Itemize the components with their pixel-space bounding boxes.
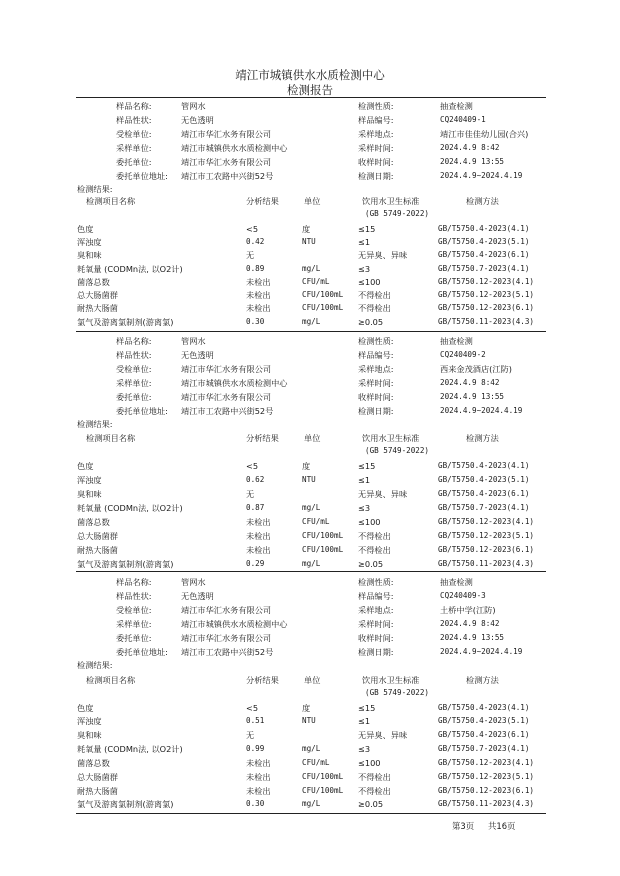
row-unit: mg/L: [302, 503, 321, 512]
row-method: GB/T5750.11-2023(4.3): [438, 559, 535, 568]
row-unit: CFU/100mL: [302, 303, 344, 312]
entrust-unit-label: 委托单位:: [116, 157, 152, 167]
sample-char-value: 无色透明: [181, 115, 214, 125]
row-unit: mg/L: [302, 264, 321, 273]
report-title: 检测报告: [287, 83, 333, 97]
row-result: 未检出: [246, 277, 271, 287]
row-result: 0.42: [246, 237, 265, 246]
test-date-value: 2024.4.9~2024.4.19: [440, 647, 523, 656]
sampling-time-label: 采样时间:: [358, 619, 394, 629]
row-unit: 度: [302, 461, 311, 471]
sample-name-label: 样品名称:: [116, 336, 152, 346]
entrust-unit-label: 委托单位:: [116, 633, 152, 643]
row-std: 无异臭、异味: [358, 730, 408, 740]
receive-time-label: 收样时间:: [358, 633, 394, 643]
row-result: 0.29: [246, 559, 265, 568]
row-std: ≤15: [358, 703, 376, 713]
row-result: 未检出: [246, 545, 271, 555]
row-item: 总大肠菌群: [77, 772, 118, 782]
test-date-value: 2024.4.9~2024.4.19: [440, 406, 523, 415]
row-unit: NTU: [302, 716, 316, 725]
results-label: 检测结果:: [77, 184, 113, 194]
bottom-rule: [76, 813, 546, 814]
entrust-unit-value: 靖江市华汇水务有限公司: [181, 633, 272, 643]
row-unit: mg/L: [302, 559, 321, 568]
client-unit-value: 靖江市华汇水务有限公司: [181, 129, 272, 139]
sample-name-value: 管网水: [181, 101, 206, 111]
row-method: GB/T5750.12-2023(6.1): [438, 303, 535, 312]
row-result: <5: [246, 461, 259, 471]
test-date-label: 检测日期:: [358, 647, 394, 657]
row-result: <5: [246, 224, 259, 234]
row-unit: mg/L: [302, 799, 321, 808]
row-result: 0.87: [246, 503, 265, 512]
test-date-value: 2024.4.9~2024.4.19: [440, 171, 523, 180]
results-label: 检测结果:: [77, 419, 113, 429]
row-item: 菌落总数: [77, 277, 110, 287]
row-result: 0.30: [246, 799, 265, 808]
row-result: 未检出: [246, 303, 271, 313]
col-result-header: 分析结果: [246, 433, 279, 443]
page-number: 第3页: [452, 821, 475, 831]
row-unit: CFU/100mL: [302, 772, 344, 781]
sampling-unit-value: 靖江市城镇供水水质检测中心: [181, 143, 288, 153]
row-method: GB/T5750.7-2023(4.1): [438, 744, 530, 753]
row-std: ≤100: [358, 277, 381, 287]
col-std-code: (GB 5749-2022): [365, 446, 430, 455]
col-result-header: 分析结果: [246, 196, 279, 206]
sampling-site-value: 土桥中学(江防): [440, 605, 496, 615]
row-std: ≤15: [358, 224, 376, 234]
row-std: ≤15: [358, 461, 376, 471]
sampling-time-value: 2024.4.9 8:42: [440, 619, 500, 628]
sampling-site-value: 靖江市佳佳幼儿园(合兴): [440, 129, 529, 139]
row-method: GB/T5750.12-2023(5.1): [438, 531, 535, 540]
row-method: GB/T5750.4-2023(4.1): [438, 703, 530, 712]
row-unit: CFU/100mL: [302, 786, 344, 795]
row-item: 臭和味: [77, 250, 102, 260]
row-item: 耗氧量 (CODMn法, 以O2计): [77, 264, 183, 274]
test-date-label: 检测日期:: [358, 171, 394, 181]
sampling-time-label: 采样时间:: [358, 378, 394, 388]
row-result: 0.89: [246, 264, 265, 273]
col-method-header: 检测方法: [466, 433, 499, 443]
row-item: 耐热大肠菌: [77, 303, 118, 313]
sampling-site-value: 西来金茂酒店(江防): [440, 364, 512, 374]
test-nature-value: 抽查检测: [440, 336, 473, 346]
client-unit-value: 靖江市华汇水务有限公司: [181, 605, 272, 615]
sample-char-value: 无色透明: [181, 350, 214, 360]
entrust-addr-label: 委托单位地址:: [116, 406, 168, 416]
row-item: 耗氧量 (CODMn法, 以O2计): [77, 744, 183, 754]
sampling-unit-label: 采样单位:: [116, 378, 152, 388]
col-unit-header: 单位: [304, 196, 321, 206]
row-std: ≥0.05: [358, 799, 384, 809]
entrust-unit-value: 靖江市华汇水务有限公司: [181, 392, 272, 402]
row-std: 不得检出: [358, 786, 391, 796]
row-result: 无: [246, 250, 255, 260]
col-std-code: (GB 5749-2022): [365, 209, 430, 218]
sample-no-label: 样品编号:: [358, 115, 394, 125]
row-result: 未检出: [246, 786, 271, 796]
row-method: GB/T5750.11-2023(4.3): [438, 799, 535, 808]
col-result-header: 分析结果: [246, 675, 279, 685]
row-result: 无: [246, 489, 255, 499]
row-item: 耐热大肠菌: [77, 545, 118, 555]
row-unit: CFU/100mL: [302, 531, 344, 540]
sampling-unit-label: 采样单位:: [116, 143, 152, 153]
row-item: 菌落总数: [77, 517, 110, 527]
row-method: GB/T5750.4-2023(5.1): [438, 716, 530, 725]
row-method: GB/T5750.4-2023(4.1): [438, 224, 530, 233]
sampling-unit-value: 靖江市城镇供水水质检测中心: [181, 378, 288, 388]
row-item: 色度: [77, 703, 94, 713]
receive-time-label: 收样时间:: [358, 392, 394, 402]
row-method: GB/T5750.11-2023(4.3): [438, 317, 535, 326]
test-nature-label: 检测性质:: [358, 336, 394, 346]
row-unit: CFU/100mL: [302, 290, 344, 299]
client-unit-label: 受检单位:: [116, 129, 152, 139]
row-std: ≥0.05: [358, 317, 384, 327]
row-item: 耐热大肠菌: [77, 786, 118, 796]
row-unit: CFU/mL: [302, 277, 330, 286]
row-result: 未检出: [246, 290, 271, 300]
row-unit: CFU/100mL: [302, 545, 344, 554]
entrust-unit-value: 靖江市华汇水务有限公司: [181, 157, 272, 167]
sampling-site-label: 采样地点:: [358, 605, 394, 615]
col-std-header: 饮用水卫生标准: [362, 196, 420, 206]
test-nature-value: 抽查检测: [440, 101, 473, 111]
client-unit-label: 受检单位:: [116, 364, 152, 374]
row-std: ≥0.05: [358, 559, 384, 569]
col-item-header: 检测项目名称: [86, 675, 136, 685]
row-method: GB/T5750.12-2023(6.1): [438, 786, 535, 795]
row-std: ≤1: [358, 237, 371, 247]
row-unit: mg/L: [302, 317, 321, 326]
row-item: 总大肠菌群: [77, 531, 118, 541]
sample-char-label: 样品性状:: [116, 591, 152, 601]
sampling-unit-value: 靖江市城镇供水水质检测中心: [181, 619, 288, 629]
row-std: ≤3: [358, 503, 371, 513]
col-unit-header: 单位: [304, 433, 321, 443]
sample-name-value: 管网水: [181, 336, 206, 346]
row-result: 0.30: [246, 317, 265, 326]
sample-name-value: 管网水: [181, 577, 206, 587]
sample-no-label: 样品编号:: [358, 591, 394, 601]
row-std: ≤1: [358, 475, 371, 485]
results-label: 检测结果:: [77, 660, 113, 670]
row-result: <5: [246, 703, 259, 713]
row-unit: CFU/mL: [302, 517, 330, 526]
sampling-site-label: 采样地点:: [358, 129, 394, 139]
row-item: 臭和味: [77, 489, 102, 499]
sample-name-label: 样品名称:: [116, 577, 152, 587]
row-method: GB/T5750.12-2023(4.1): [438, 277, 535, 286]
row-std: ≤100: [358, 758, 381, 768]
row-unit: CFU/mL: [302, 758, 330, 767]
row-method: GB/T5750.12-2023(5.1): [438, 772, 535, 781]
row-std: 无异臭、异味: [358, 489, 408, 499]
row-result: 未检出: [246, 517, 271, 527]
row-method: GB/T5750.4-2023(6.1): [438, 489, 530, 498]
row-method: GB/T5750.7-2023(4.1): [438, 503, 530, 512]
row-unit: NTU: [302, 475, 316, 484]
row-item: 浑浊度: [77, 475, 102, 485]
row-unit: 度: [302, 703, 311, 713]
row-result: 未检出: [246, 772, 271, 782]
client-unit-value: 靖江市华汇水务有限公司: [181, 364, 272, 374]
sample-no-value: CQ240409-3: [440, 591, 486, 600]
row-item: 菌落总数: [77, 758, 110, 768]
receive-time-value: 2024.4.9 13:55: [440, 157, 505, 166]
row-item: 总大肠菌群: [77, 290, 118, 300]
row-result: 0.62: [246, 475, 265, 484]
sample-char-label: 样品性状:: [116, 350, 152, 360]
row-item: 氯气及游离氯制剂(游离氯): [77, 799, 174, 809]
col-unit-header: 单位: [304, 675, 321, 685]
row-item: 氯气及游离氯制剂(游离氯): [77, 317, 174, 327]
row-result: 未检出: [246, 758, 271, 768]
row-method: GB/T5750.12-2023(6.1): [438, 545, 535, 554]
row-result: 未检出: [246, 531, 271, 541]
row-method: GB/T5750.7-2023(4.1): [438, 264, 530, 273]
row-std: 不得检出: [358, 545, 391, 555]
row-std: ≤1: [358, 716, 371, 726]
row-method: GB/T5750.4-2023(6.1): [438, 730, 530, 739]
col-item-header: 检测项目名称: [86, 196, 136, 206]
sampling-unit-label: 采样单位:: [116, 619, 152, 629]
row-result: 无: [246, 730, 255, 740]
entrust-addr-value: 靖江市工农路中兴街52号: [181, 406, 274, 416]
row-std: 不得检出: [358, 290, 391, 300]
sample-no-label: 样品编号:: [358, 350, 394, 360]
row-std: 不得检出: [358, 303, 391, 313]
sample-no-value: CQ240409-2: [440, 350, 486, 359]
sampling-time-value: 2024.4.9 8:42: [440, 378, 500, 387]
row-unit: NTU: [302, 237, 316, 246]
row-std: ≤100: [358, 517, 381, 527]
sampling-time-label: 采样时间:: [358, 143, 394, 153]
row-item: 浑浊度: [77, 716, 102, 726]
row-result: 0.51: [246, 716, 265, 725]
row-std: 不得检出: [358, 531, 391, 541]
row-item: 色度: [77, 224, 94, 234]
entrust-addr-value: 靖江市工农路中兴街52号: [181, 647, 274, 657]
row-item: 浑浊度: [77, 237, 102, 247]
block-divider: [76, 571, 546, 572]
row-method: GB/T5750.4-2023(5.1): [438, 237, 530, 246]
sampling-time-value: 2024.4.9 8:42: [440, 143, 500, 152]
test-nature-label: 检测性质:: [358, 101, 394, 111]
test-date-label: 检测日期:: [358, 406, 394, 416]
org-title: 靖江市城镇供水水质检测中心: [235, 68, 385, 82]
row-unit: 度: [302, 224, 311, 234]
receive-time-value: 2024.4.9 13:55: [440, 392, 505, 401]
receive-time-value: 2024.4.9 13:55: [440, 633, 505, 642]
row-std: 无异臭、异味: [358, 250, 408, 260]
row-method: GB/T5750.12-2023(4.1): [438, 758, 535, 767]
sample-name-label: 样品名称:: [116, 101, 152, 111]
row-method: GB/T5750.4-2023(5.1): [438, 475, 530, 484]
row-std: ≤3: [358, 744, 371, 754]
col-std-header: 饮用水卫生标准: [362, 433, 420, 443]
row-std: 不得检出: [358, 772, 391, 782]
row-method: GB/T5750.12-2023(5.1): [438, 290, 535, 299]
sample-char-value: 无色透明: [181, 591, 214, 601]
receive-time-label: 收样时间:: [358, 157, 394, 167]
entrust-addr-value: 靖江市工农路中兴街52号: [181, 171, 274, 181]
row-method: GB/T5750.4-2023(4.1): [438, 461, 530, 470]
entrust-unit-label: 委托单位:: [116, 392, 152, 402]
col-item-header: 检测项目名称: [86, 433, 136, 443]
col-method-header: 检测方法: [466, 675, 499, 685]
col-std-code: (GB 5749-2022): [365, 688, 430, 697]
row-item: 耗氧量 (CODMn法, 以O2计): [77, 503, 183, 513]
col-std-header: 饮用水卫生标准: [362, 675, 420, 685]
row-unit: mg/L: [302, 744, 321, 753]
entrust-addr-label: 委托单位地址:: [116, 171, 168, 181]
row-method: GB/T5750.4-2023(6.1): [438, 250, 530, 259]
sample-char-label: 样品性状:: [116, 115, 152, 125]
row-std: ≤3: [358, 264, 371, 274]
page-total: 共16页: [488, 821, 516, 831]
sampling-site-label: 采样地点:: [358, 364, 394, 374]
col-method-header: 检测方法: [466, 196, 499, 206]
row-result: 0.99: [246, 744, 265, 753]
row-item: 氯气及游离氯制剂(游离氯): [77, 559, 174, 569]
row-item: 色度: [77, 461, 94, 471]
test-nature-label: 检测性质:: [358, 577, 394, 587]
test-nature-value: 抽查检测: [440, 577, 473, 587]
sample-no-value: CQ240409-1: [440, 115, 486, 124]
block-divider: [76, 331, 546, 332]
client-unit-label: 受检单位:: [116, 605, 152, 615]
entrust-addr-label: 委托单位地址:: [116, 647, 168, 657]
row-item: 臭和味: [77, 730, 102, 740]
row-method: GB/T5750.12-2023(4.1): [438, 517, 535, 526]
